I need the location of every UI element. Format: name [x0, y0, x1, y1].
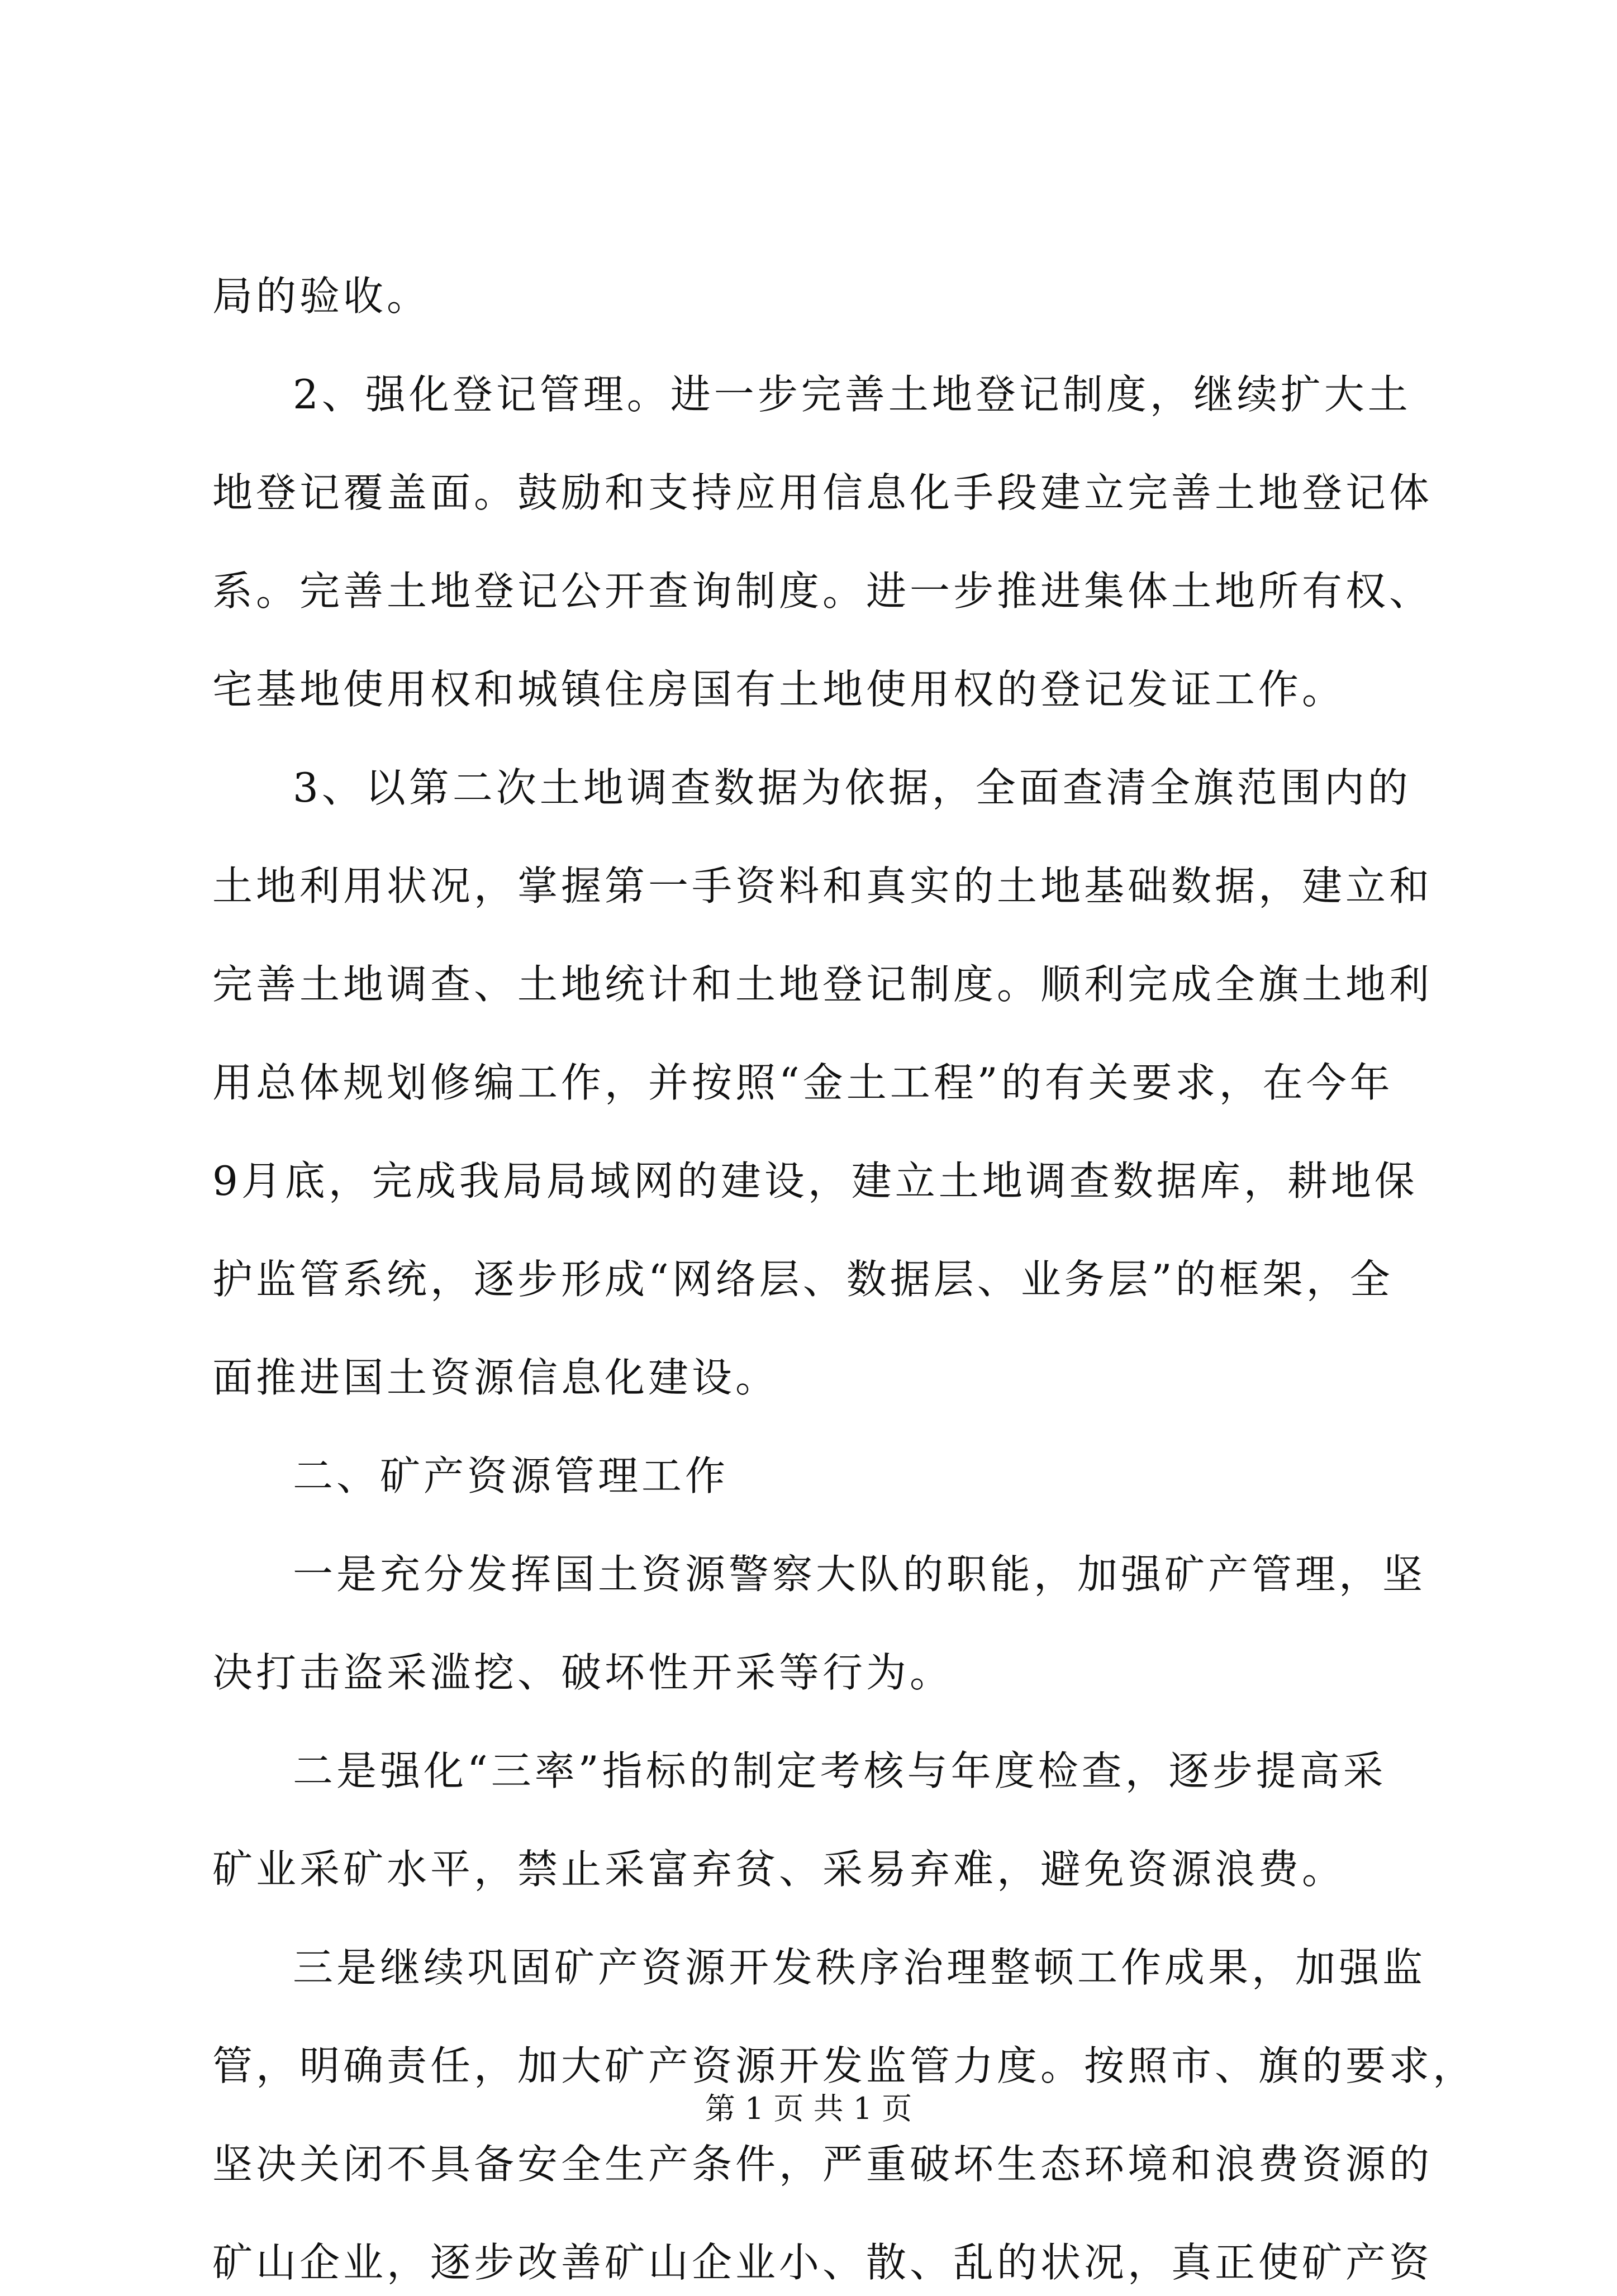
text-line: 决打击盗采滥挖、破坏性开采等行为。 — [212, 1649, 954, 1696]
text-line: 系。完善土地登记公开查询制度。进一步推进集体土地所有权、 — [212, 568, 1433, 615]
text-line: 宅基地使用权和城镇住房国有土地使用权的登记发证工作。 — [212, 666, 1346, 713]
text-line: 矿业采矿水平，禁止采富弃贫、采易弃难，避免资源浪费。 — [212, 1846, 1346, 1893]
text-line: 一是充分发挥国土资源警察大队的职能，加强矿产管理，坚 — [293, 1551, 1426, 1598]
text-line: 土地利用状况，掌握第一手资料和真实的土地基础数据，建立和 — [212, 863, 1433, 909]
text-line: 矿山企业，逐步改善矿山企业小、散、乱的状况，真正使矿产资 — [212, 2239, 1433, 2286]
text-line: 完善土地调查、土地统计和土地登记制度。顺利完成全旗土地利 — [212, 961, 1433, 1008]
text-line: 三是继续巩固矿产资源开发秩序治理整顿工作成果，加强监 — [293, 1944, 1426, 1991]
text-line: 9月底，完成我局局域网的建设，建立土地调查数据库，耕地保 — [212, 1157, 1418, 1204]
text-line: 管，明确责任，加大矿产资源开发监管力度。按照市、旗的要求， — [212, 2042, 1477, 2089]
text-line: 地登记覆盖面。鼓励和支持应用信息化手段建立完善土地登记体 — [212, 469, 1433, 516]
text-line: 面推进国土资源信息化建设。 — [212, 1354, 779, 1401]
text-line: 护监管系统，逐步形成“网络层、数据层、业务层”的框架，全 — [212, 1256, 1394, 1303]
text-line: 用总体规划修编工作，并按照“金土工程”的有关要求，在今年 — [212, 1059, 1394, 1106]
section-heading: 二、矿产资源管理工作 — [293, 1452, 729, 1499]
text-line: 2、强化登记管理。进一步完善土地登记制度，继续扩大土 — [293, 371, 1411, 418]
text-line: 坚决关闭不具备安全生产条件，严重破坏生态环境和浪费资源的 — [212, 2141, 1433, 2188]
text-line: 二是强化“三率”指标的制定考核与年度检查，逐步提高采 — [293, 1747, 1387, 1794]
page-number-footer: 第 1 页 共 1 页 — [705, 2091, 912, 2126]
text-line: 3、以第二次土地调查数据为依据，全面查清全旗范围内的 — [293, 764, 1411, 811]
text-line: 局的验收。 — [212, 273, 431, 320]
